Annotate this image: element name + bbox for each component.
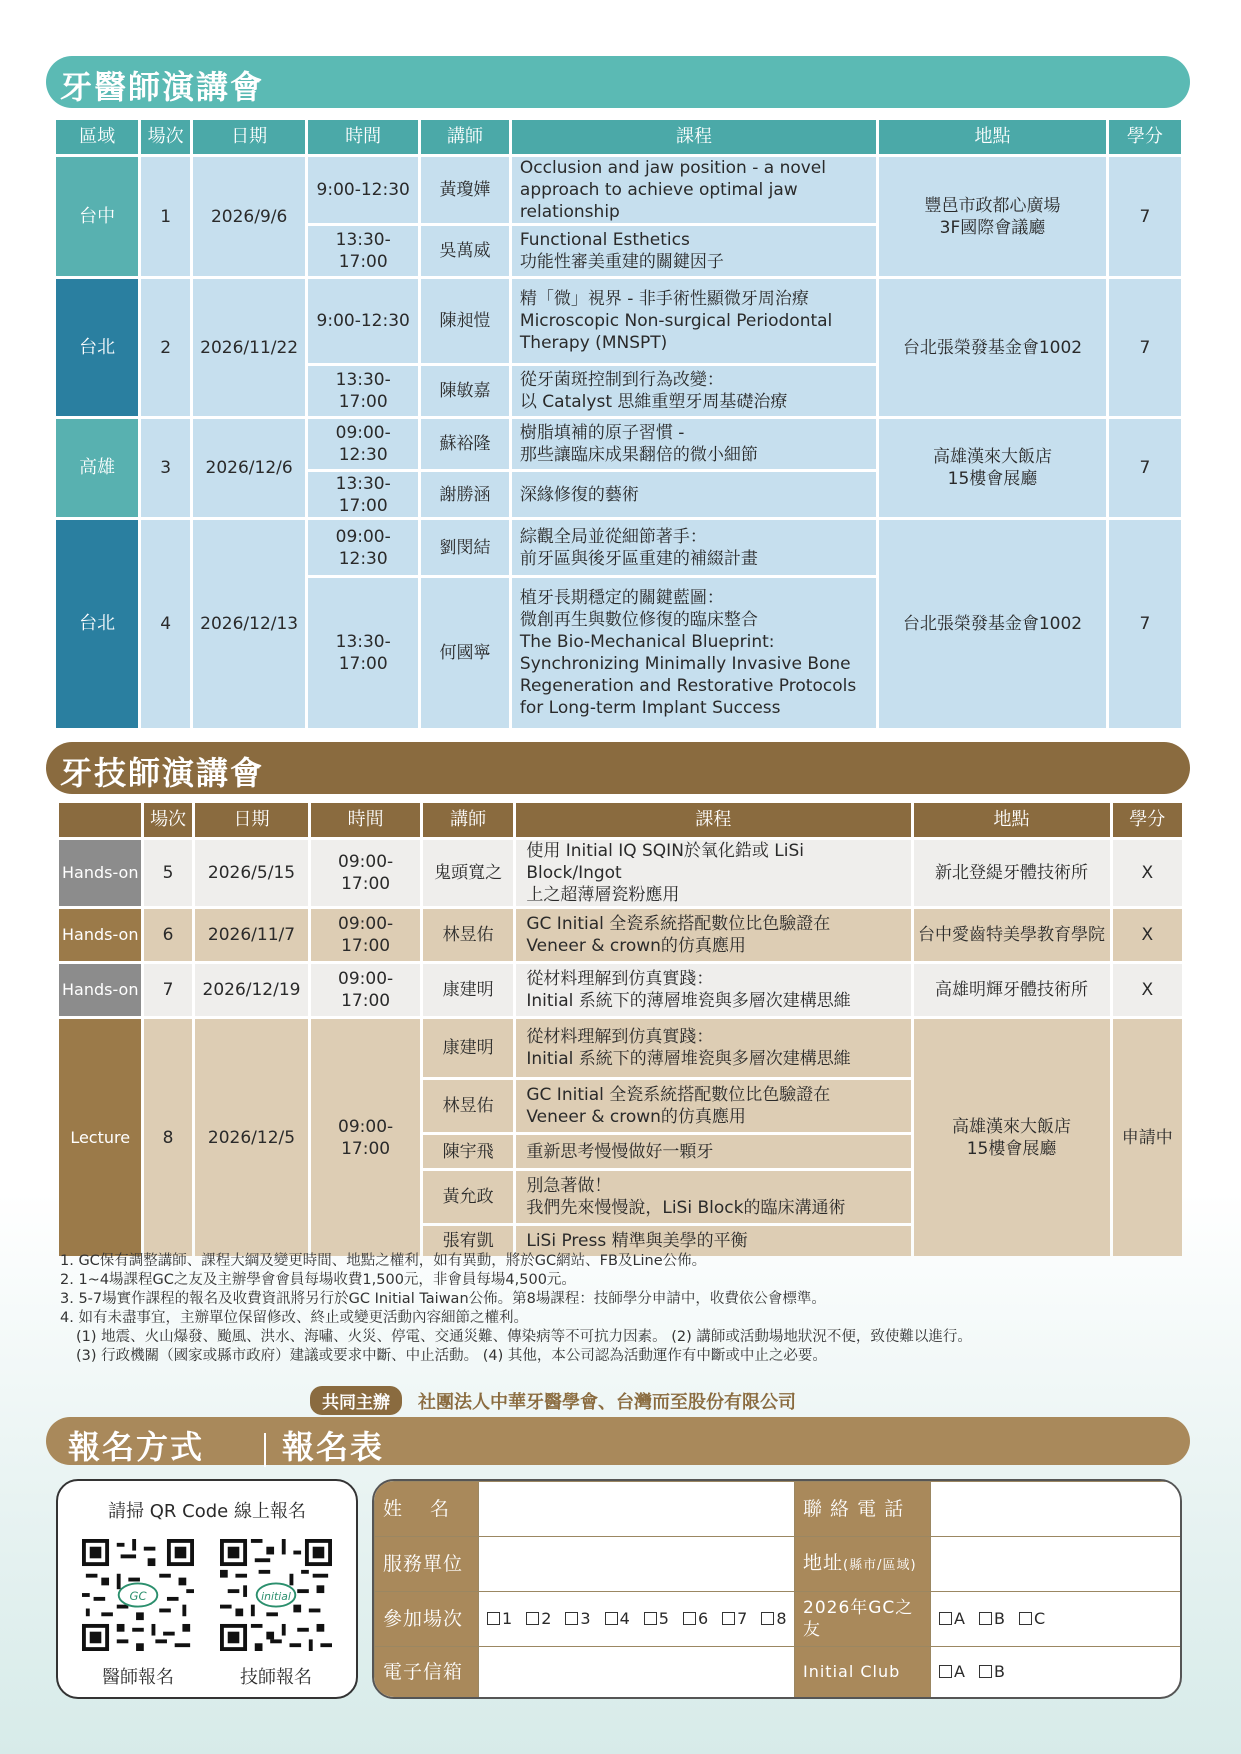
checkbox[interactable] [605,1612,618,1625]
col-header: 時間 [311,803,420,837]
registration-form-title: 報名表 [282,1428,385,1466]
credit-cell: 7 [1109,279,1181,416]
course-cell: Functional Esthetics 功能性審美重建的關鍵因子 [512,226,876,276]
dentist-qr-code[interactable] [82,1539,194,1651]
speaker-cell: 張宥凱 [423,1226,513,1256]
type-cell: Hands-on [59,909,141,961]
name-field[interactable] [479,1482,795,1537]
session-no: 1 [141,157,190,276]
speaker-cell: 康建明 [423,1019,513,1077]
note-line: (1) 地震、火山爆發、颱風、洪水、海嘯、火災、停電、交通災難、傳染病等不可抗力因素。 (2) 講師或活動場地狀況不便，致使難以進行。 [76,1329,972,1345]
col-header: 日期 [193,120,305,154]
co-host-badge: 共同主辦 [310,1386,402,1415]
checkbox[interactable] [644,1612,657,1625]
speaker-cell: 黃允政 [423,1171,513,1223]
session-option[interactable] [761,1609,786,1628]
technician-lecture-table [56,800,1185,1259]
time-cell: 09:00-17:00 [311,909,420,961]
venue-cell: 高雄明輝牙體技術所 [914,964,1110,1016]
course-cell: 重新思考慢慢做好一顆牙 [516,1135,910,1168]
time-cell: 13:30-17:00 [308,366,418,416]
type-cell: Hands-on [59,840,141,906]
time-cell: 13:30-17:00 [308,578,418,728]
speaker-cell: 謝勝涵 [421,472,509,517]
option-label: 7 [737,1609,748,1628]
option-label: 6 [697,1609,709,1628]
option-label: B [993,1662,1005,1681]
address-sublabel: (縣市/區域) [843,1557,917,1573]
note-line: 1. GC保有調整講師、課程大綱及變更時間、地點之權利，如有異動，將於GC網站、FB及Line公佈。 [60,1253,707,1269]
session-option[interactable] [644,1609,669,1628]
course-cell: Occlusion and jaw position - a novel approach to achieve optimal jaw relationship [512,157,876,223]
venue-cell: 高雄漢來大飯店 15樓會展廳 [879,419,1106,517]
sessions-label: 參加場次 [375,1592,479,1647]
region-cell: 台北 [56,520,138,728]
session-no: 4 [141,520,190,728]
checkbox[interactable] [939,1612,952,1625]
checkbox[interactable] [939,1665,952,1678]
venue-cell: 台北張榮發基金會1002 [879,279,1106,416]
time-cell: 09:00-12:30 [308,419,418,469]
checkbox[interactable] [979,1612,992,1625]
option-label: 5 [658,1609,669,1628]
speaker-cell: 陳敏嘉 [421,366,509,416]
speaker-cell: 陳昶愷 [421,279,509,363]
venue-cell: 豐邑市政都心廣場 3F國際會議廳 [879,157,1106,276]
technician-lecture-banner [46,742,1190,794]
col-header: 場次 [141,120,190,154]
co-host [310,1386,796,1415]
gc-option[interactable] [939,1609,965,1628]
address-label-cell [795,1537,931,1592]
speaker-cell: 黃瓊嬅 [421,157,509,223]
divider [264,1433,266,1467]
date-cell: 2026/5/15 [195,840,309,906]
course-cell: 別急著做！ 我們先來慢慢說，LiSi Block的臨床溝通術 [516,1171,910,1223]
checkbox[interactable] [1019,1612,1032,1625]
checkbox[interactable] [487,1612,500,1625]
session-option[interactable] [526,1609,551,1628]
venue-cell: 新北登緹牙體技術所 [914,840,1110,906]
credit-cell: X [1113,840,1182,906]
speaker-cell: 林昱佑 [423,1080,513,1132]
speaker-cell: 吳萬威 [421,226,509,276]
col-header: 課程 [516,803,910,837]
checkbox[interactable] [722,1612,735,1625]
col-header [59,803,141,837]
note-line: 2. 1~4場課程GC之友及主辦學會會員每場收費1,500元，非會員每場4,500元。 [60,1272,576,1288]
table-row [59,964,1182,1016]
course-cell: GC Initial 全瓷系統搭配數位比色驗證在 Veneer & crown的仿真應用 [516,1080,910,1132]
org-label: 服務單位 [375,1537,479,1592]
phone-field[interactable] [931,1482,1181,1537]
session-option[interactable] [683,1609,708,1628]
option-label: 4 [619,1609,630,1628]
course-cell: GC Initial 全瓷系統搭配數位比色驗證在 Veneer & crown的仿真應用 [516,909,910,961]
col-header: 學分 [1109,120,1181,154]
speaker-cell: 林昱佑 [423,909,513,961]
checkbox[interactable] [526,1612,539,1625]
option-label: A [954,1662,965,1681]
credit-cell: 7 [1109,157,1181,276]
option-label: A [954,1609,965,1628]
col-header: 課程 [512,120,876,154]
credit-cell: 申請中 [1113,1019,1182,1256]
option-label: 1 [502,1609,513,1628]
session-no: 7 [144,964,191,1016]
date-cell: 2026/12/6 [193,419,305,517]
session-option[interactable] [722,1609,747,1628]
col-header: 地點 [914,803,1110,837]
type-cell: Lecture [59,1019,141,1256]
table-row [59,840,1182,906]
time-cell: 09:00-17:00 [311,840,420,906]
option-label: B [993,1609,1005,1628]
sessions-options [479,1592,795,1647]
date-cell: 2026/12/13 [193,520,305,728]
credit-cell: X [1113,909,1182,961]
email-field[interactable] [479,1647,795,1698]
option-label: 8 [776,1609,787,1628]
qr-title: 請掃 QR Code 線上報名 [108,1501,306,1522]
org-field[interactable] [479,1537,795,1592]
registration-method-title: 報名方式 [68,1428,205,1466]
table-row [56,419,1181,469]
credit-cell: 7 [1109,419,1181,517]
col-header: 講師 [423,803,513,837]
time-cell: 13:30-17:00 [308,472,418,517]
dentist-qr-label: 醫師報名 [102,1667,174,1688]
date-cell: 2026/12/5 [195,1019,309,1256]
address-field[interactable] [931,1537,1181,1592]
course-cell: 從材料理解到仿真實踐： Initial 系統下的薄層堆瓷與多層次建構思維 [516,964,910,1016]
table-row [59,1019,1182,1077]
gc-friend-options [931,1592,1181,1647]
time-cell: 09:00-17:00 [311,964,420,1016]
note-line: 4. 如有未盡事宜，主辦單位保留修改、終止或變更活動內容細節之權利。 [60,1310,528,1326]
course-cell: 從牙菌斑控制到行為改變： 以 Catalyst 思維重塑牙周基礎治療 [512,366,876,416]
table-row [56,279,1181,363]
table-row [56,520,1181,575]
venue-cell: 台北張榮發基金會1002 [879,520,1106,728]
col-header: 地點 [879,120,1106,154]
course-cell: 深緣修復的藝術 [512,472,876,517]
region-cell: 高雄 [56,419,138,517]
registration-banner [46,1417,1190,1465]
checkbox[interactable] [565,1612,578,1625]
phone-label: 聯 絡 電 話 [795,1482,931,1537]
time-cell: 9:00-12:30 [308,279,418,363]
registration-form [372,1479,1182,1699]
gc-option[interactable] [1019,1609,1045,1628]
session-option[interactable] [605,1609,630,1628]
speaker-cell: 何國寧 [421,578,509,728]
col-header: 時間 [308,120,418,154]
speaker-cell: 劉閔結 [421,520,509,575]
club-option[interactable] [939,1662,965,1681]
type-cell: Hands-on [59,964,141,1016]
session-no: 8 [144,1019,191,1256]
credit-cell: 7 [1109,520,1181,728]
club-option[interactable] [979,1662,1005,1681]
col-header: 場次 [144,803,191,837]
table-row [56,157,1181,223]
region-cell: 台北 [56,279,138,416]
address-label: 地址 [803,1551,844,1574]
course-cell: 植牙長期穩定的關鍵藍圖： 微創再生與數位修復的臨床整合 The Bio-Mechanical Blueprint: Synchronizing Minimally Invasive Bone Regeneration and Restorative Protocols for Long-term Implant Success [512,578,876,728]
course-cell: LiSi Press 精準與美學的平衡 [516,1226,910,1256]
session-option[interactable] [487,1609,512,1628]
session-option[interactable] [565,1609,590,1628]
note-line: (3) 行政機關（國家或縣市政府）建議或要求中斷、中止活動。 (4) 其他，本公司認為活動運作有中斷或中止之必要。 [76,1348,827,1364]
option-label: 2 [541,1609,552,1628]
svg-text:GC: GC [129,1589,147,1604]
time-cell: 13:30-17:00 [308,226,418,276]
option-label: 3 [580,1609,591,1628]
initial-club-label: Initial Club [795,1647,931,1698]
col-header: 區域 [56,120,138,154]
date-cell: 2026/11/22 [193,279,305,416]
section-title: 牙醫師演講會 [60,68,265,106]
venue-cell: 高雄漢來大飯店 15樓會展廳 [914,1019,1110,1256]
checkbox[interactable] [761,1612,774,1625]
course-cell: 從材料理解到仿真實踐： Initial 系統下的薄層堆瓷與多層次建構思維 [516,1019,910,1077]
course-cell: 使用 Initial IQ SQIN於氧化鋯或 LiSi Block/Ingot 上之超薄層瓷粉應用 [516,840,910,906]
time-cell: 09:00-17:00 [311,1019,420,1256]
name-label: 姓 名 [375,1482,479,1537]
gc-option[interactable] [979,1609,1005,1628]
email-label: 電子信箱 [375,1647,479,1698]
notes [60,1252,1200,1366]
date-cell: 2026/11/7 [195,909,309,961]
course-cell: 精「微」視界 - 非手術性顯微牙周治療 Microscopic Non-surgical Periodontal Therapy (MNSPT) [512,279,876,363]
session-no: 3 [141,419,190,517]
note-line: 3. 5-7場實作課程的報名及收費資訊將另行於GC Initial Taiwan公佈。第8場課程：技師學分申請中，收費依公會標準。 [60,1291,826,1307]
session-no: 2 [141,279,190,416]
col-header: 學分 [1113,803,1182,837]
course-cell: 樹脂填補的原子習慣 - 那些讓臨床成果翻倍的微小細節 [512,419,876,469]
dentist-lecture-banner [46,56,1190,108]
co-host-text: 社團法人中華牙醫學會、台灣而至股份有限公司 [418,1392,796,1413]
svg-text:initial: initial [261,1590,291,1604]
section-title: 牙技師演講會 [60,754,265,792]
session-no: 5 [144,840,191,906]
date-cell: 2026/12/19 [195,964,309,1016]
speaker-cell: 陳宇飛 [423,1135,513,1168]
checkbox[interactable] [683,1612,696,1625]
venue-cell: 台中愛齒特美學教育學院 [914,909,1110,961]
speaker-cell: 鬼頭寬之 [423,840,513,906]
table-header-row [56,120,1181,154]
course-cell: 綜觀全局並從細節著手： 前牙區與後牙區重建的補綴計畫 [512,520,876,575]
option-label: C [1033,1609,1046,1628]
col-header: 講師 [421,120,509,154]
qr-registration-box [56,1479,358,1699]
dentist-lecture-table [53,117,1184,731]
technician-qr-label: 技師報名 [240,1667,312,1688]
credit-cell: X [1113,964,1182,1016]
speaker-cell: 康建明 [423,964,513,1016]
session-no: 6 [144,909,191,961]
time-cell: 9:00-12:30 [308,157,418,223]
region-cell: 台中 [56,157,138,276]
table-header-row [59,803,1182,837]
col-header: 日期 [195,803,309,837]
gc-friend-label: 2026年GC之友 [795,1592,931,1647]
checkbox[interactable] [979,1665,992,1678]
date-cell: 2026/9/6 [193,157,305,276]
table-row [59,909,1182,961]
initial-club-options [931,1647,1181,1698]
technician-qr-code[interactable] [220,1539,332,1651]
time-cell: 09:00-12:30 [308,520,418,575]
speaker-cell: 蘇裕隆 [421,419,509,469]
